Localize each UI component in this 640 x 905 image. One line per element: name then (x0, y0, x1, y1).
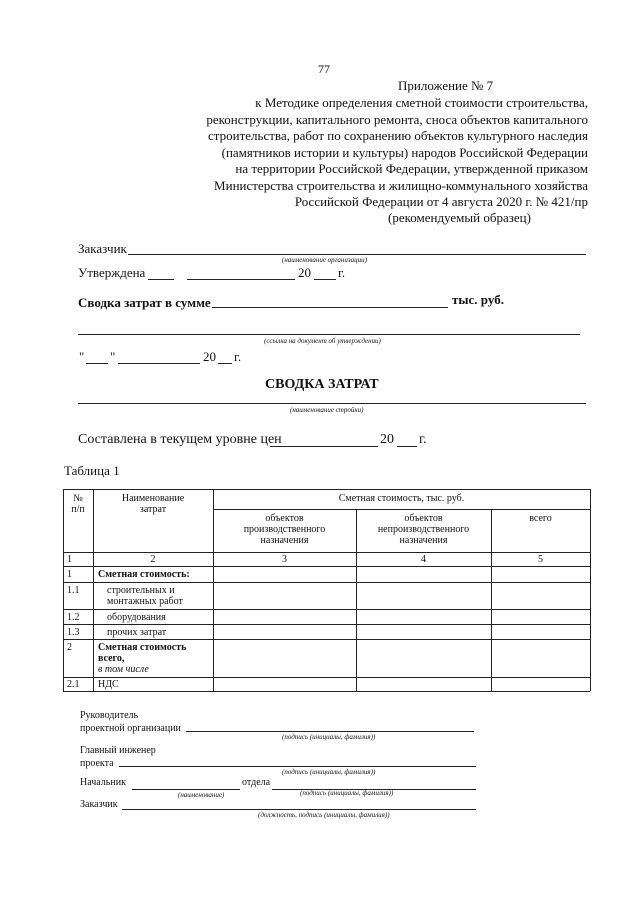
customer-sign-label: Заказчик (80, 799, 118, 810)
row-name: прочих затрат (107, 627, 167, 638)
appendix-line: (памятников истории и культуры) народов Российской Федерации (221, 144, 588, 160)
date-day-line[interactable] (86, 363, 108, 364)
customer-label: Заказчик (78, 241, 127, 256)
doc-link-line[interactable] (78, 334, 580, 335)
head-hint: (подпись (инициалы, фамилия)) (282, 733, 376, 741)
date-quote-close: " (110, 349, 116, 364)
appendix-title: Приложение № 7 (398, 78, 494, 93)
approved-year-suffix: г. (338, 265, 346, 280)
compiled-year-suffix: г. (419, 432, 427, 447)
col-number: 1 (67, 554, 72, 565)
row-subnote: в том числе (98, 664, 149, 675)
date-year-prefix: 20 (203, 349, 216, 364)
appendix-note: (рекомендуемый образец) (388, 210, 531, 225)
row-num: 1 (67, 569, 72, 580)
col-number: 3 (282, 554, 287, 565)
approved-label: Утверждена (78, 265, 146, 280)
col-number: 5 (538, 554, 543, 565)
appendix-line: Министерства строительства и жилищно-коммунального хозяйства (214, 177, 588, 193)
compiled-label: Составлена в текущем уровне цен (78, 432, 282, 447)
appendix-line: Российской Федерации от 4 августа 2020 г. № 421/пр (294, 194, 588, 209)
approved-year-line[interactable] (314, 279, 336, 280)
appendix-text (206, 95, 588, 211)
header-nonproduction: объектов непроизводственного назначения (377, 513, 470, 546)
header-cost-group: Сметная стоимость, тыс. руб. (338, 493, 465, 504)
row-num: 1.2 (67, 612, 80, 623)
chief-label: Начальник (80, 777, 126, 788)
row-name: Сметная стоимость всего, (98, 642, 187, 664)
date-year-line[interactable] (218, 363, 232, 364)
compiled-year-prefix: 20 (380, 432, 394, 447)
main-title: СВОДКА ЗАТРАТ (265, 377, 379, 392)
chief-hint-sign: (подпись (инициалы, фамилия)) (300, 789, 394, 797)
appendix-line: реконструкции, капитального ремонта, сноса объектов капитального (206, 111, 588, 127)
row-name: строительных и монтажных работ (107, 585, 183, 607)
summary-sum-field-line[interactable] (212, 307, 448, 308)
construction-hint: (наименование стройки) (290, 406, 364, 414)
dept-label: отдела (242, 777, 271, 788)
approved-year-prefix: 20 (298, 265, 311, 280)
head-label: Руководитель проектной организации (80, 710, 181, 734)
row-num: 1.1 (67, 585, 80, 596)
engineer-label: Главный инженер проекта (80, 745, 156, 769)
date-quote-open: " (79, 349, 85, 364)
customer-sign-line[interactable] (122, 809, 476, 810)
customer-hint: (наименование организации) (282, 256, 367, 264)
customer-field-line[interactable] (128, 254, 586, 255)
date-month-line[interactable] (118, 363, 200, 364)
approved-day-line[interactable] (148, 279, 174, 280)
row-num: 2 (67, 642, 72, 653)
approved-month-line[interactable] (187, 279, 295, 280)
head-sign-line[interactable] (186, 731, 474, 732)
engineer-sign-line[interactable] (119, 766, 476, 767)
row-name: оборудования (107, 612, 166, 623)
construction-line[interactable] (78, 403, 586, 404)
page-number: 77 (318, 62, 330, 76)
header-name: Наименование затрат (121, 493, 185, 515)
doc-link-hint: (ссылка на документ об утверждении) (264, 337, 381, 345)
table-label: Таблица 1 (64, 463, 120, 478)
appendix-line: к Методике определения сметной стоимости строительства, (255, 95, 588, 110)
header-production: объектов производственного назначения (243, 513, 326, 546)
compiled-year-line[interactable] (397, 446, 417, 447)
chief-hint-name: (наименование) (178, 791, 225, 799)
row-num: 2.1 (67, 679, 80, 690)
customer-sign-hint: (должность, подпись (инициалы, фамилия)) (258, 811, 390, 819)
header-num: № п/п (71, 493, 85, 515)
row-num: 1.3 (67, 627, 80, 638)
summary-sum-unit: тыс. руб. (452, 292, 504, 307)
header-total: всего (529, 513, 552, 524)
compiled-date-line[interactable] (270, 446, 378, 447)
row-name: НДС (98, 679, 119, 690)
engineer-hint: (подпись (инициалы, фамилия)) (282, 768, 376, 776)
col-number: 4 (421, 554, 426, 565)
appendix-line: строительства, работ по сохранению объектов культурного наследия (208, 128, 588, 143)
summary-sum-label: Сводка затрат в сумме (78, 295, 211, 310)
col-number: 2 (150, 554, 156, 565)
appendix-line: на территории Российской Федерации, утвержденной приказом (235, 161, 588, 176)
row-name: Сметная стоимость: (98, 569, 190, 580)
date-year-suffix: г. (234, 349, 242, 364)
chief-dept-line[interactable] (132, 789, 240, 790)
